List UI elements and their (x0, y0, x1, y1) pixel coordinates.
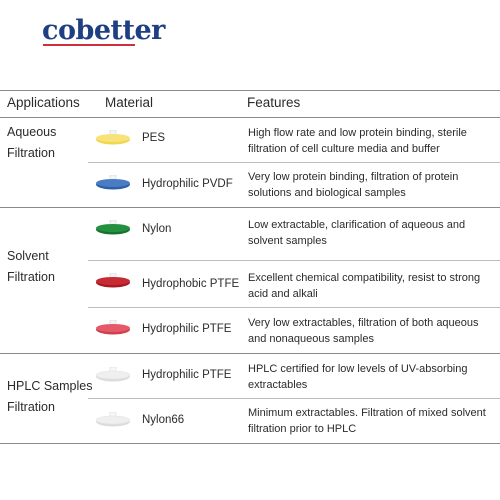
features-text: Excellent chemical compatibility, resist to strong acid and alkali (248, 272, 481, 300)
logo-text: cobetter (42, 15, 165, 46)
pink-filter-icon (95, 320, 131, 336)
red-filter-icon (95, 273, 131, 289)
features-text: Very low protein binding, filtration of protein solutions and biological samples (248, 171, 459, 199)
group-separator (0, 207, 500, 208)
features-text: HPLC certified for low levels of UV-absorbing extractables (248, 363, 468, 391)
features-text: Minimum extractables. Filtration of mixed solvent filtration prior to HPLC (248, 407, 486, 435)
group-separator (0, 353, 500, 354)
material-label: Nylon66 (142, 414, 185, 426)
application-aqueous: Aqueous Filtration (7, 125, 57, 160)
table-bottom-rule (0, 443, 500, 444)
material-label: Hydrophilic PTFE (142, 323, 232, 335)
white-filter-icon (95, 412, 131, 428)
header-applications: Applications (7, 95, 80, 110)
table-top-rule (0, 90, 500, 91)
row-separator (88, 307, 500, 308)
row-separator (88, 260, 500, 261)
material-label: PES (142, 132, 166, 144)
white-filter-icon (95, 367, 131, 383)
green-filter-icon (95, 220, 131, 236)
header-material: Material (105, 95, 154, 110)
blue-filter-icon (95, 175, 131, 191)
material-label: Hydrophilic PTFE (142, 369, 232, 381)
material-label: Nylon (142, 223, 172, 235)
application-solvent: Solvent Filtration (7, 249, 55, 284)
row-separator (88, 398, 500, 399)
material-label: Hydrophilic PVDF (142, 178, 233, 190)
material-label: Hydrophobic PTFE (142, 278, 240, 290)
header-rule (0, 117, 500, 118)
application-hplc: HPLC Samples Filtration (7, 379, 93, 414)
yellow-filter-icon (95, 130, 131, 146)
header-features: Features (247, 95, 301, 110)
brand-logo (42, 16, 165, 46)
features-text: Very low extractables, filtration of both aqueous and nonaqueous samples (248, 317, 479, 345)
features-text: High flow rate and low protein binding, sterile filtration of cell culture media and buffer (248, 127, 467, 155)
row-separator (88, 162, 500, 163)
features-text: Low extractable, clarification of aqueous and solvent samples (248, 219, 466, 247)
